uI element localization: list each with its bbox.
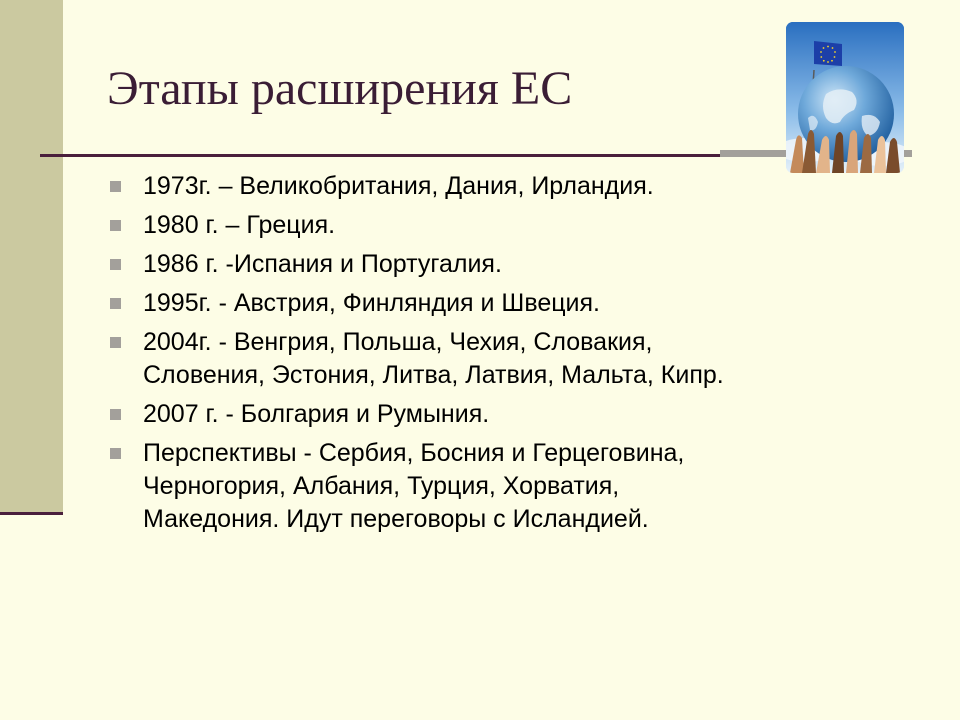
eu-flag-icon (814, 41, 842, 66)
bullet-item (110, 248, 910, 281)
title-divider (40, 154, 720, 157)
bullet-line: 2007 г. - Болгария и Румыния. (143, 400, 490, 428)
bullet-line: 1995г. - Австрия, Финляндия и Швеция. (143, 289, 601, 317)
eu-globe-hands-icon (786, 22, 904, 173)
square-bullet-icon (110, 181, 121, 192)
eu-globe-hands-picture (786, 22, 904, 173)
left-decorative-band (0, 0, 63, 512)
square-bullet-icon (110, 409, 121, 420)
bullet-line: Словения, Эстония, Литва, Латвия, Мальта, Кипр. (143, 361, 724, 389)
bullet-list (110, 170, 910, 542)
bullet-item (110, 170, 910, 203)
bullet-line: 1986 г. -Испания и Португалия. (143, 250, 502, 278)
bullet-line: Македония. Идут переговоры с Исландией. (143, 505, 649, 533)
left-band-underline (0, 512, 63, 515)
bullet-line: Перспективы - Сербия, Босния и Герцеговина, (143, 439, 685, 467)
bullet-item (110, 209, 910, 242)
bullet-line: 1973г. – Великобритания, Дания, Ирландия. (143, 172, 654, 200)
bullet-line: 2004г. - Венгрия, Польша, Чехия, Словакия, (143, 328, 653, 356)
bullet-item (110, 437, 910, 536)
square-bullet-icon (110, 298, 121, 309)
bullet-line: Черногория, Албания, Турция, Хорватия, (143, 472, 620, 500)
bullet-item (110, 326, 910, 392)
square-bullet-icon (110, 220, 121, 231)
bullet-line: 1980 г. – Греция. (143, 211, 336, 239)
slide-title: Этапы расширения ЕС (107, 62, 573, 115)
bullet-item (110, 398, 910, 431)
bullet-item (110, 287, 910, 320)
square-bullet-icon (110, 448, 121, 459)
square-bullet-icon (110, 337, 121, 348)
square-bullet-icon (110, 259, 121, 270)
